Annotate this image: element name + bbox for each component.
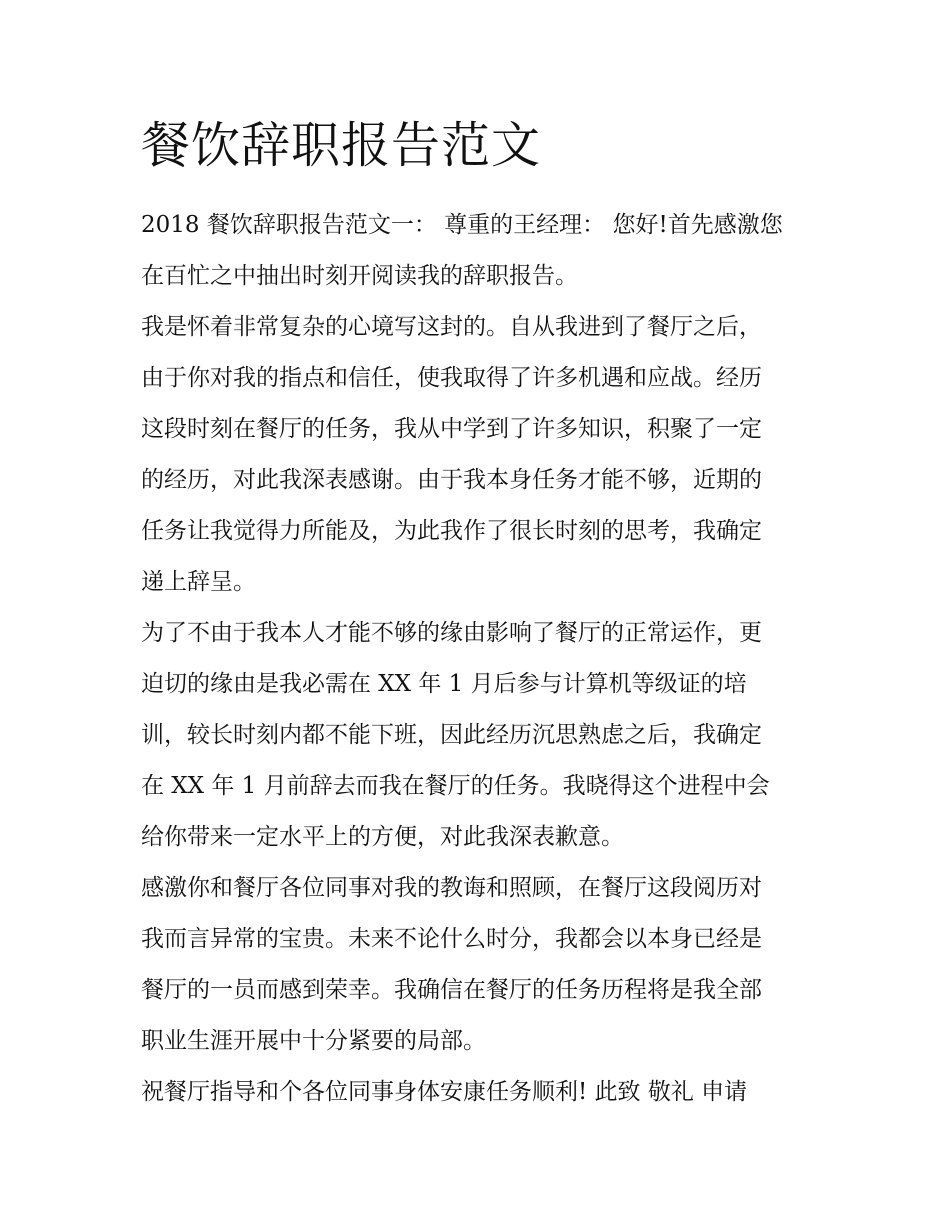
text-line: 迫切的缘由是我必需在 XX 年 1 月后参与计算机等级证的培: [141, 671, 747, 697]
paragraph-reason: [141, 302, 813, 608]
text-line: 给你带来一定水平上的方便，对此我深表歉意。: [141, 824, 624, 850]
text-line: 我而言异常的宝贵。未来不论什么时分，我都会以本身已经是: [141, 926, 762, 952]
text-line: 职业生涯开展中十分紧要的局部。: [141, 1028, 486, 1054]
text-line: 训，较长时刻内都不能下班，因此经历沉思熟虑之后，我确定: [141, 722, 762, 748]
document-body: [141, 200, 813, 1118]
text-line: 任务让我觉得力所能及，为此我作了很长时刻的思考，我确定: [141, 518, 762, 544]
text-line: 我是怀着非常复杂的心境写这封的。自从我进到了餐厅之后，: [141, 314, 762, 340]
text-line: 这段时刻在餐厅的任务，我从中学到了许多知识，积聚了一定: [141, 416, 762, 442]
document-content: [141, 112, 813, 1118]
text-line: 2018 餐饮辞职报告范文一： 尊重的王经理： 您好!首先感激您: [141, 212, 783, 238]
text-line: 由于你对我的指点和信任，使我取得了许多机遇和应战。经历: [141, 365, 762, 391]
paragraph-greeting: [141, 200, 813, 302]
text-line: 在百忙之中抽出时刻开阅读我的辞职报告。: [141, 263, 578, 289]
paragraph-gratitude: [141, 863, 813, 1067]
text-line: 感激你和餐厅各位同事对我的教诲和照顾，在餐厅这段阅历对: [141, 875, 762, 901]
paragraph-resignation-date: [141, 608, 813, 863]
text-line: 为了不由于我本人才能不够的缘由影响了餐厅的正常运作，更: [141, 620, 762, 646]
text-line: 的经历，对此我深表感谢。由于我本身任务才能不够，近期的: [141, 467, 762, 493]
text-line: 餐厅的一员而感到荣幸。我确信在餐厅的任务历程将是我全部: [141, 977, 762, 1003]
paragraph-closing: [141, 1067, 813, 1118]
text-line: 递上辞呈。: [141, 569, 256, 595]
text-line: 祝餐厅指导和个各位同事身体安康任务顺利! 此致 敬礼 申请: [141, 1079, 748, 1105]
document-title: 餐饮辞职报告范文: [141, 117, 542, 174]
text-line: 在 XX 年 1 月前辞去而我在餐厅的任务。我晓得这个进程中会: [141, 773, 770, 799]
